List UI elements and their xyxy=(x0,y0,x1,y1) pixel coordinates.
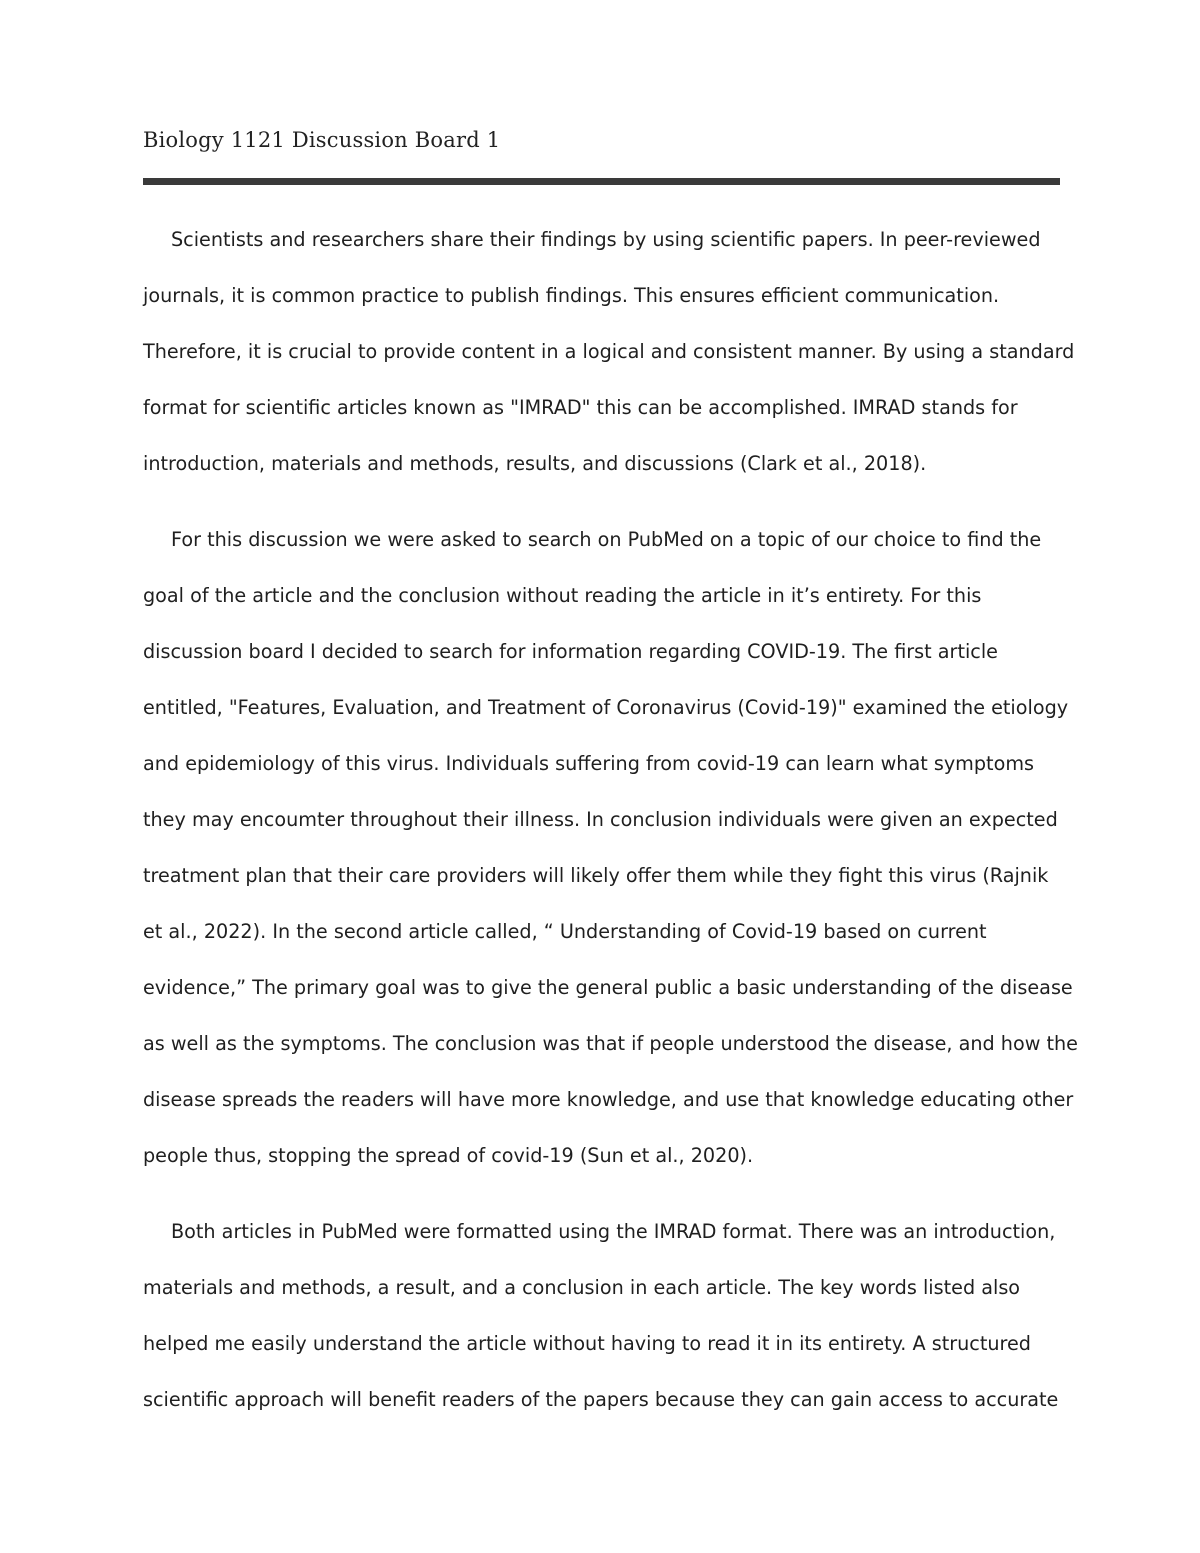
paragraph-line: disease spreads the readers will have more knowledge, and use that knowledge educating other xyxy=(143,1088,1074,1111)
paragraph xyxy=(143,512,1078,1184)
paragraph xyxy=(143,1204,1063,1428)
paragraph-line: et al., 2022). In the second article called, “ Understanding of Covid-19 based on current xyxy=(143,920,987,943)
paragraph-line: journals, it is common practice to publish findings. This ensures efficient communication. xyxy=(143,284,1000,307)
title-divider xyxy=(143,178,1060,185)
document-body xyxy=(143,212,1078,1428)
paragraph-line: For this discussion we were asked to search on PubMed on a topic of our choice to find the xyxy=(171,528,1042,551)
paragraph-line: format for scientific articles known as "IMRAD" this can be accomplished. IMRAD stands for xyxy=(143,396,1018,419)
paragraph-line: and epidemiology of this virus. Individuals suffering from covid-19 can learn what symptoms xyxy=(143,752,1035,775)
paragraph-line: Both articles in PubMed were formatted using the IMRAD format. There was an introduction, xyxy=(171,1220,1056,1243)
paragraph-line: evidence,” The primary goal was to give the general public a basic understanding of the disease xyxy=(143,976,1073,999)
paragraph xyxy=(143,212,1075,492)
paragraph-line: goal of the article and the conclusion without reading the article in it’s entirety. For this xyxy=(143,584,982,607)
paragraph-line: scientific approach will benefit readers of the papers because they can gain access to accurate xyxy=(143,1388,1059,1411)
paragraph-line: discussion board I decided to search for information regarding COVID-19. The first article xyxy=(143,640,998,663)
paragraph-line: helped me easily understand the article without having to read it in its entirety. A structured xyxy=(143,1332,1031,1355)
paragraph-line: Therefore, it is crucial to provide content in a logical and consistent manner. By using a standard xyxy=(143,340,1075,363)
document-title: Biology 1121 Discussion Board 1 xyxy=(143,128,501,152)
paragraph-line: people thus, stopping the spread of covid-19 (Sun et al., 2020). xyxy=(143,1144,754,1167)
paragraph-line: Scientists and researchers share their findings by using scientific papers. In peer-reviewed xyxy=(171,228,1041,251)
paragraph-line: introduction, materials and methods, results, and discussions (Clark et al., 2018). xyxy=(143,452,927,475)
paragraph-line: materials and methods, a result, and a conclusion in each article. The key words listed also xyxy=(143,1276,1021,1299)
paragraph-line: they may encoumter throughout their illness. In conclusion individuals were given an expected xyxy=(143,808,1058,831)
paragraph-line: as well as the symptoms. The conclusion was that if people understood the disease, and how the xyxy=(143,1032,1078,1055)
paragraph-line: entitled, "Features, Evaluation, and Treatment of Coronavirus (Covid-19)" examined the etiology xyxy=(143,696,1069,719)
paragraph-line: treatment plan that their care providers will likely offer them while they fight this virus (Rajnik xyxy=(143,864,1049,887)
